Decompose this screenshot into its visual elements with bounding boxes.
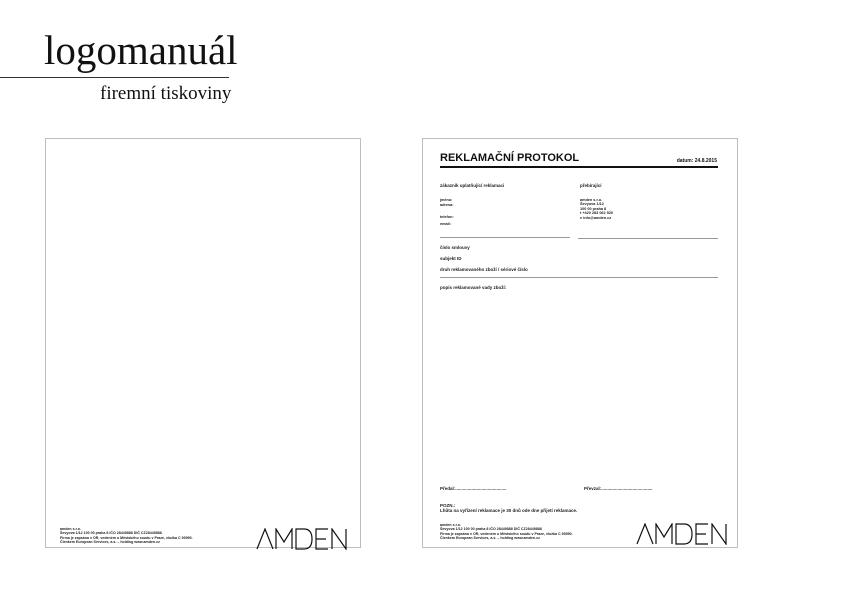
letterhead-imprint	[60, 527, 193, 545]
field-email-label: email:	[440, 222, 451, 226]
protocol-title: REKLAMAČNÍ PROTOKOL	[440, 152, 580, 164]
protocol-sheet	[422, 138, 738, 548]
receiver-line: Ševyova 1/12	[580, 202, 604, 207]
title-underline	[0, 77, 229, 78]
imprint-line: Firma je zapsána v OR, vedeném u Městského soudu v Praze, vložka C 93990.	[440, 531, 573, 536]
page-title: logomanuál	[44, 27, 238, 73]
received-signature: Převzal:.........................................	[584, 486, 653, 491]
receiver-line: e info@amden.cz	[580, 215, 612, 220]
imprint-line: Firma je zapsána v OR, vedeném u Městského soudu v Praze, vložka C 93990.	[60, 535, 193, 540]
protocol-imprint	[440, 523, 573, 541]
subject-id-label: subjekt ID	[440, 256, 462, 261]
divider	[440, 237, 570, 238]
protocol-date: datum: 24.8.2015	[676, 158, 717, 164]
receiver-line: t +420 283 062 520	[580, 211, 614, 216]
receiver-line: 100 00 praha 8	[580, 206, 607, 211]
amden-logo	[256, 528, 348, 550]
defect-description-label: popis reklamované vady zboží:	[440, 285, 507, 290]
handed-over-signature: Předal:.........................................	[440, 486, 507, 491]
field-address-label: adresa:	[440, 203, 454, 207]
receiver-address	[580, 198, 613, 220]
field-phone-label: telefon:	[440, 215, 454, 219]
receiver-line: amden s.r.o.	[580, 198, 603, 202]
field-name-label: jméno:	[440, 198, 453, 202]
amden-logo	[636, 523, 728, 545]
divider	[440, 277, 718, 278]
page-subtitle: firemní tiskoviny	[100, 83, 232, 104]
contract-number-label: číslo smlouvy	[440, 245, 470, 250]
letterhead-sheet	[45, 138, 361, 548]
receiver-heading: přebírající	[580, 183, 602, 188]
imprint-line: Členkem European Services, a.s. – holding www.amden.cz	[440, 536, 540, 541]
imprint-line: Ševyova 1/12 100 00 praha 8 IČO 28449888 DIČ CZ28449888	[440, 527, 542, 532]
goods-type-label: druh reklamovaného zboží / sériové číslo	[440, 267, 528, 272]
imprint-line: amden s.r.o.	[440, 523, 461, 527]
divider	[578, 238, 718, 239]
imprint-line: Ševyova 1/12 100 00 praha 8 IČO 28449888 DIČ CZ28449888	[60, 531, 162, 536]
title-rule	[440, 166, 718, 168]
note-heading: POZN.:	[440, 503, 456, 508]
imprint-line: amden s.r.o.	[60, 527, 81, 531]
imprint-line: Členkem European Services, a.s. – holding www.amden.cz	[60, 540, 160, 545]
customer-heading: zákazník uplatňující reklamaci	[440, 183, 505, 188]
note-text: Lhůta na vyřízení reklamace je 30 dnů ode dne přijetí reklamace.	[440, 508, 578, 513]
